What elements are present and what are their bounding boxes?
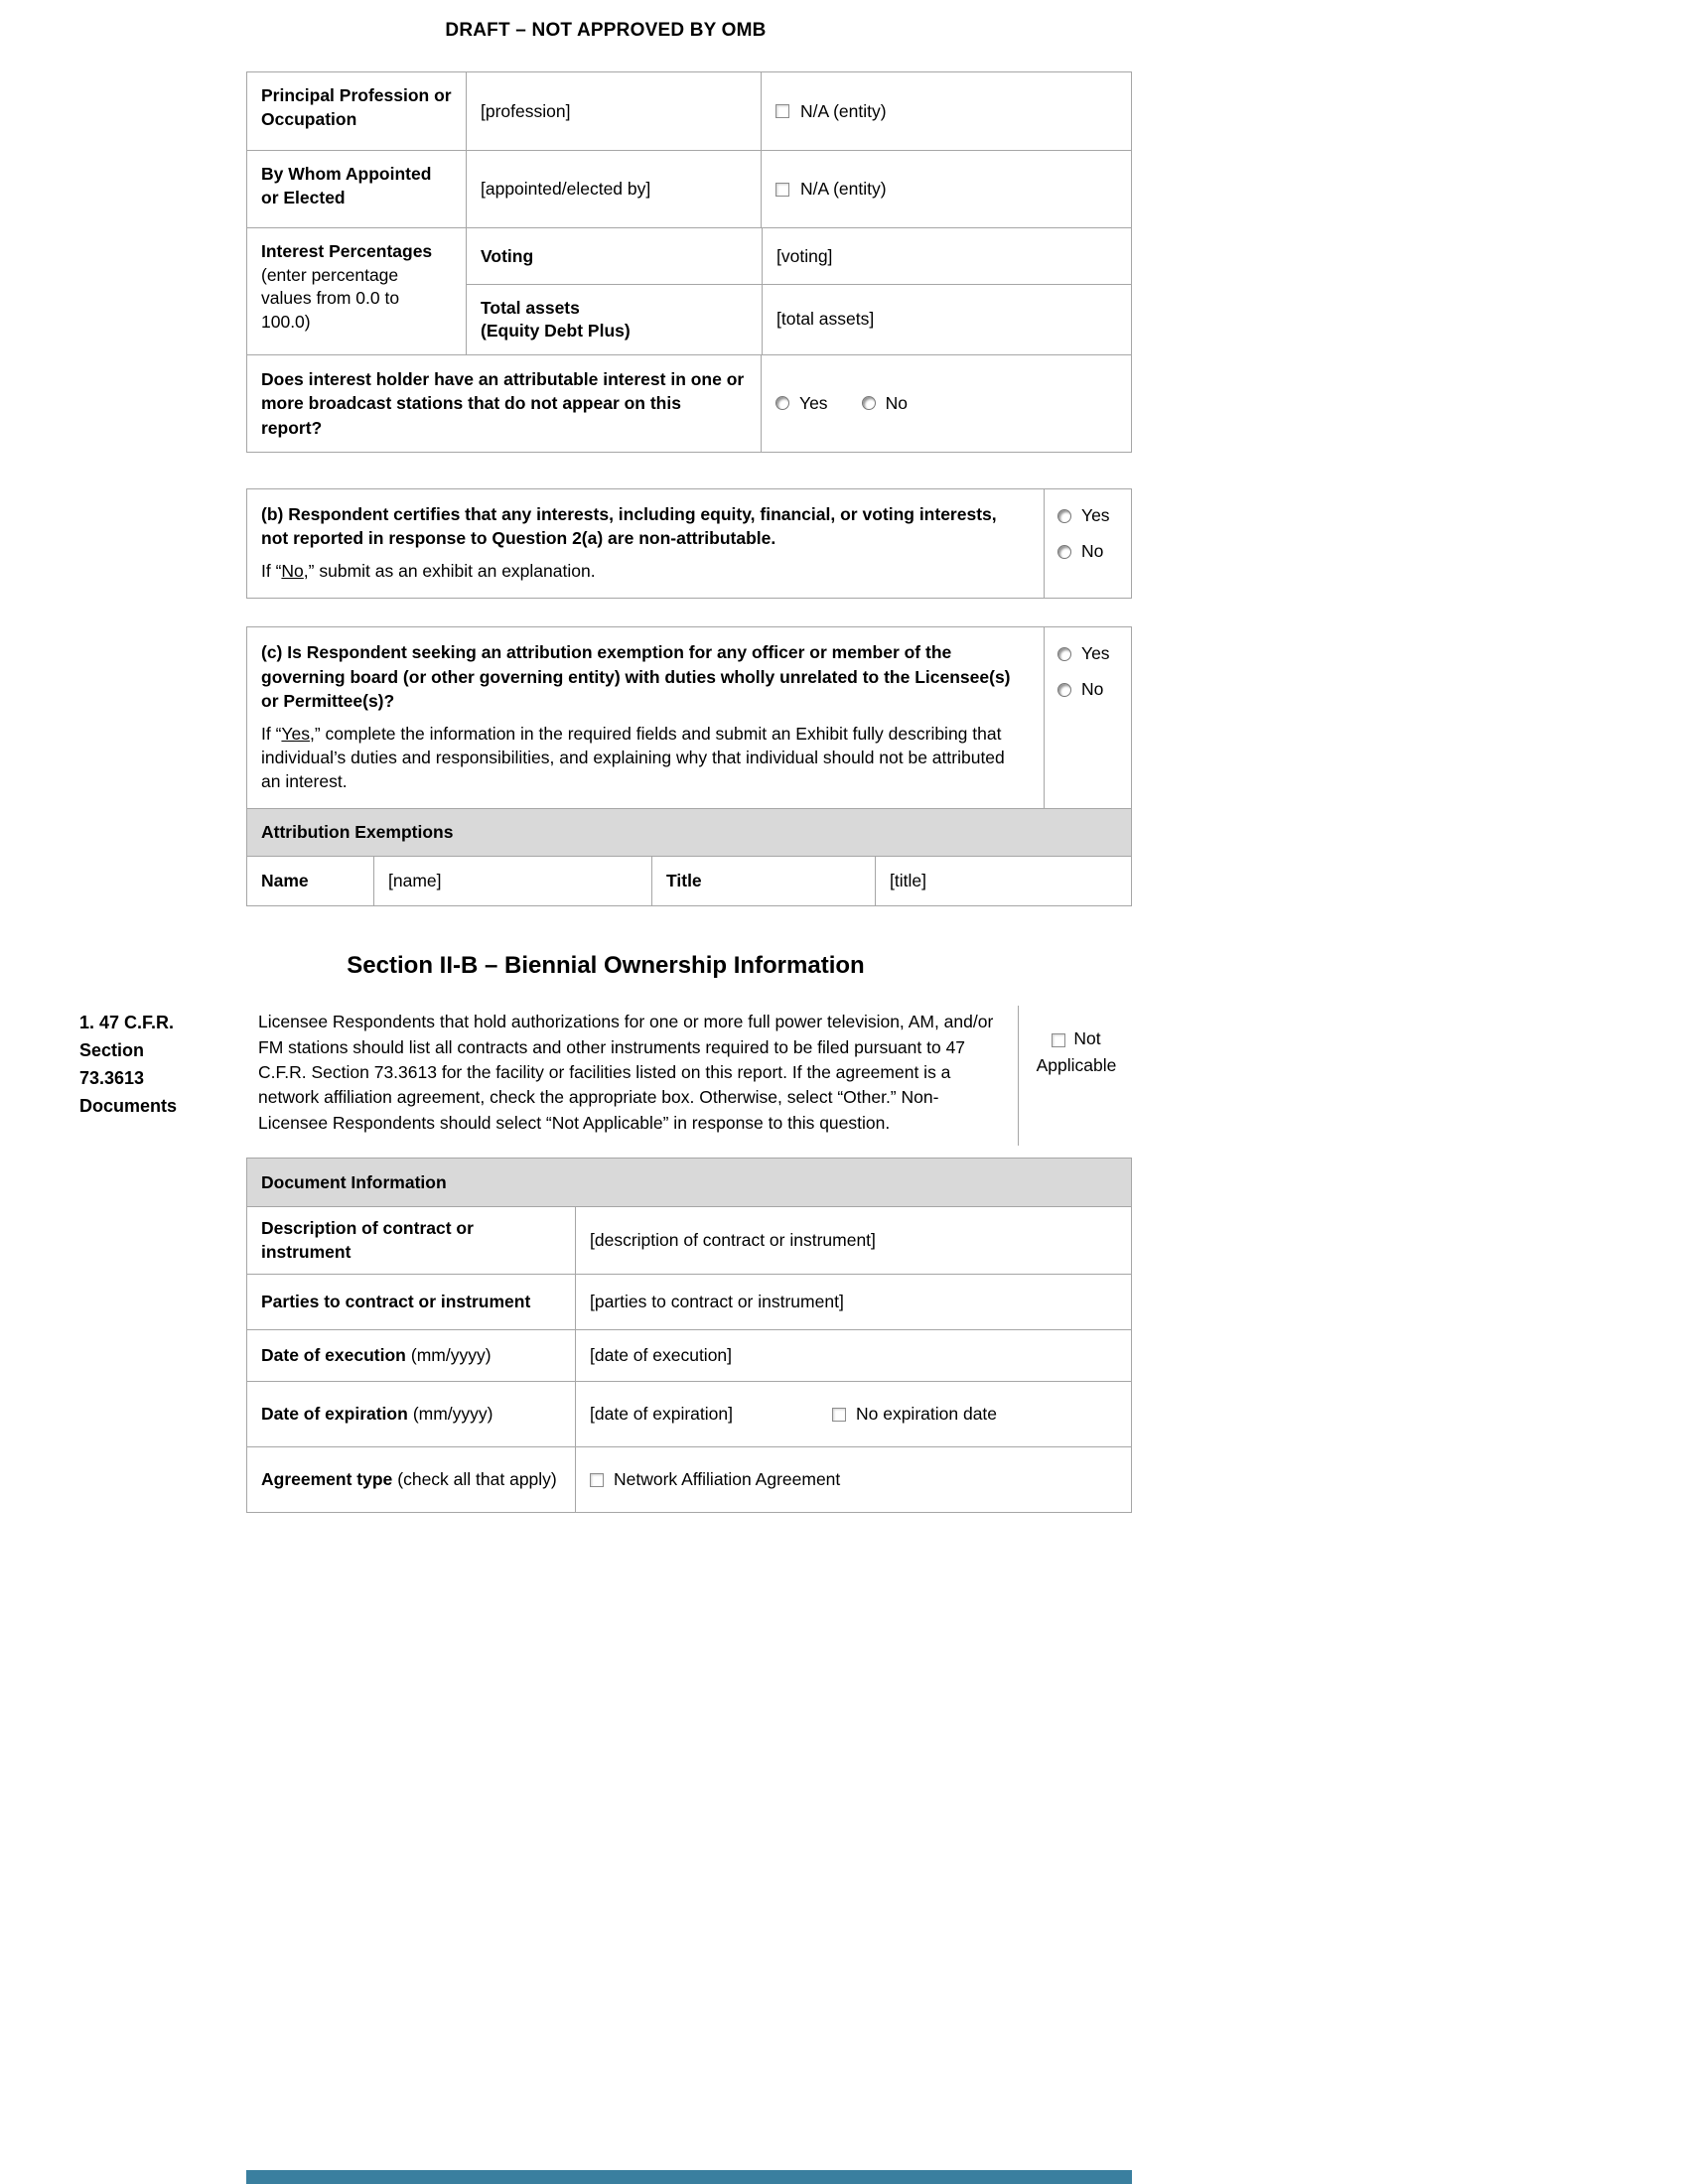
question-b-no-radio[interactable] [1057,545,1071,559]
appointed-row [247,150,1131,227]
appointed-label: By Whom Appointed or Elected [261,164,432,207]
question-b-answer-cell [1044,489,1131,598]
exemption-name-label-cell [247,857,373,905]
interest-percentages-note: (enter percentage values from 0.0 to 100.0) [261,264,400,332]
profession-field[interactable]: [profession] [481,100,571,121]
question-b-yes-label: Yes [1081,505,1110,525]
total-assets-label-line2: (Equity Debt Plus) [481,320,631,341]
interest-percentages-label-cell [247,228,466,354]
no-expiration-date-label: No expiration date [855,1404,998,1425]
date-of-execution-label-cell [247,1330,575,1381]
no-expiration-date-checkbox[interactable] [832,1408,846,1422]
question-c-yes-radio[interactable] [1057,647,1071,661]
document-information-column [246,1158,1132,1513]
profession-value-cell [466,72,761,150]
profession-na-cell [761,72,1131,150]
parties-row [247,1274,1131,1329]
exemption-name-value-cell [373,857,651,905]
question-b-yes-option [1057,505,1131,526]
attributable-interest-row [247,354,1131,453]
question-c-yes-option [1057,643,1131,664]
question-1-number-label: 1. 47 C.F.R. Section 73.3613 Documents [79,1013,178,1116]
agreement-type-value-cell [575,1447,1131,1512]
date-of-execution-label: Date of execution [261,1345,406,1366]
attributable-no-option [862,393,908,414]
exemption-name-label: Name [261,871,309,891]
attributable-question-text: Does interest holder have an attributable interest in one or more broadcast stations that do not appear on this report? [261,368,745,438]
form-body-column [246,71,1132,906]
exemption-title-value-cell [875,857,1131,905]
appointed-value-cell [466,151,761,227]
question-b-box [246,488,1132,599]
contract-description-field[interactable]: [description of contract or instrument] [590,1230,876,1251]
not-applicable-label: Not Applicable [1036,1028,1117,1075]
attributable-answer-cell [761,355,1131,453]
network-affiliation-checkbox[interactable] [590,1473,604,1487]
form-page [79,0,1132,1513]
question-b-instruction-suffix: ,” submit as an exhibit an explanation. [303,561,596,582]
footer-accent-bar [246,2170,1132,2184]
exemption-title-label: Title [666,871,702,891]
question-b-no-option [1057,541,1131,562]
question-c-instruction-suffix: ,” complete the information in the required fields and submit an Exhibit fully describing that individual’s duties and responsibilities, and explaining why that individual should not be attributed an interest. [261,723,1005,792]
question-c-instruction-keyword: Yes [281,723,310,744]
date-of-execution-field[interactable]: [date of execution] [590,1345,733,1366]
question-c-statement: (c) Is Respondent seeking an attribution exemption for any officer or member of the governing board (or other governing entity) with duties wholly unrelated to the Licensee(s) or Permittee(s)? [261,642,1011,711]
date-of-expiration-format-note: (mm/yyyy) [412,1404,493,1425]
question-b-yes-radio[interactable] [1057,509,1071,523]
voting-label: Voting [481,245,534,266]
agreement-type-note: (check all that apply) [397,1469,557,1490]
question-c-text-cell [247,627,1044,808]
description-label-cell [247,1207,575,1274]
attributable-yes-radio[interactable] [775,396,789,410]
voting-row [467,228,1131,284]
page-title: DRAFT – NOT APPROVED BY OMB [445,20,767,41]
appointed-na-cell [761,151,1131,227]
question-c-row [247,627,1131,808]
question-c-instruction-prefix: If “ [261,723,282,744]
appointed-by-field[interactable]: [appointed/elected by] [481,179,651,199]
profession-na-label: N/A (entity) [800,100,887,121]
total-assets-label: Total assets [481,298,580,318]
profession-na-checkbox[interactable] [775,104,789,118]
exemption-name-field[interactable]: [name] [388,871,442,891]
attributable-yes-label: Yes [799,392,828,413]
total-assets-field[interactable]: [total assets] [776,309,875,330]
question-1-block [79,1006,1132,1146]
question-c-no-option [1057,679,1131,700]
agreement-type-label: Agreement type [261,1469,393,1490]
attributable-question-cell [247,355,761,453]
exemption-title-label-cell [651,857,875,905]
parties-label-cell [247,1275,575,1329]
total-assets-label-cell [467,285,762,354]
interest-holder-table [246,71,1132,453]
question-c-answer-cell [1044,627,1131,808]
question-b-statement: (b) Respondent certifies that any interests, including equity, financial, or voting interests, not reported in response to Question 2(a) are non-attributable. [261,504,997,549]
date-of-execution-value-cell [575,1330,1131,1381]
question-b-instruction [261,559,1028,583]
document-information-title: Document Information [261,1171,447,1192]
parties-label: Parties to contract or instrument [261,1292,531,1312]
attributable-no-radio[interactable] [862,396,876,410]
attributable-no-label: No [885,392,908,413]
interest-percentages-label: Interest Percentages [261,241,433,261]
profession-label: Principal Profession or Occupation [261,85,452,129]
description-row [247,1206,1131,1274]
question-1-text: Licensee Respondents that hold authorizations for one or more full power television, AM, and/or FM stations should list all contracts and other instruments required to be filed pursuant to 47 C.F.R. Section 73.3613 for the facility or facilities listed on this report. If the agreement is a network affiliation agreement, check the appropriate box. Otherwise, select “Other.” Non-Licensee Respondents should select “Not Applicable” in response to this question. [258,1012,994,1133]
question-c-box [246,626,1132,906]
network-affiliation-label: Network Affiliation Agreement [614,1469,841,1490]
section-2b-title: Section II-B – Biennial Ownership Information [347,952,865,980]
date-of-expiration-label-cell [247,1382,575,1446]
question-1-not-applicable-cell [1018,1006,1132,1146]
voting-label-cell [467,228,762,284]
contract-parties-field[interactable]: [parties to contract or instrument] [590,1292,844,1312]
appointed-na-checkbox[interactable] [775,183,789,197]
date-of-expiration-field[interactable]: [date of expiration] [590,1404,733,1425]
voting-value-cell [762,228,1131,284]
description-label: Description of contract or instrument [261,1218,474,1262]
appointed-na-label: N/A (entity) [800,179,887,199]
voting-percentage-field[interactable]: [voting] [776,245,833,266]
question-b-no-label: No [1081,541,1104,561]
total-assets-row [467,284,1131,354]
document-information-header [247,1159,1131,1206]
attribution-exemptions-row [247,856,1131,905]
question-c-instruction [261,722,1028,793]
parties-value-cell [575,1275,1131,1329]
question-c-no-label: No [1081,679,1104,700]
date-of-expiration-row [247,1381,1131,1446]
attribution-exemptions-header [247,808,1131,856]
document-information-table [246,1158,1132,1513]
question-c-no-radio[interactable] [1057,683,1071,697]
date-of-expiration-label: Date of expiration [261,1404,408,1425]
agreement-type-label-cell [247,1447,575,1512]
question-b-instruction-keyword: No [281,561,304,582]
question-b-text-cell [247,489,1044,598]
attributable-yes-option [775,393,828,414]
interest-percentages-subtable [466,228,1131,354]
date-of-execution-format-note: (mm/yyyy) [410,1345,492,1366]
date-of-expiration-value-cell [575,1382,1131,1446]
profession-row [247,72,1131,150]
profession-label-cell [247,72,466,150]
question-c-yes-label: Yes [1081,643,1110,664]
exemption-title-field[interactable]: [title] [890,871,926,891]
appointed-label-cell [247,151,466,227]
question-b-instruction-prefix: If “ [261,561,282,582]
not-applicable-checkbox[interactable] [1052,1033,1065,1047]
agreement-type-row [247,1446,1131,1512]
interest-percentages-row [247,227,1131,354]
date-of-execution-row [247,1329,1131,1381]
question-b-row [247,489,1131,598]
description-value-cell [575,1207,1131,1274]
attribution-exemptions-title: Attribution Exemptions [261,822,454,843]
total-assets-value-cell [762,285,1131,354]
